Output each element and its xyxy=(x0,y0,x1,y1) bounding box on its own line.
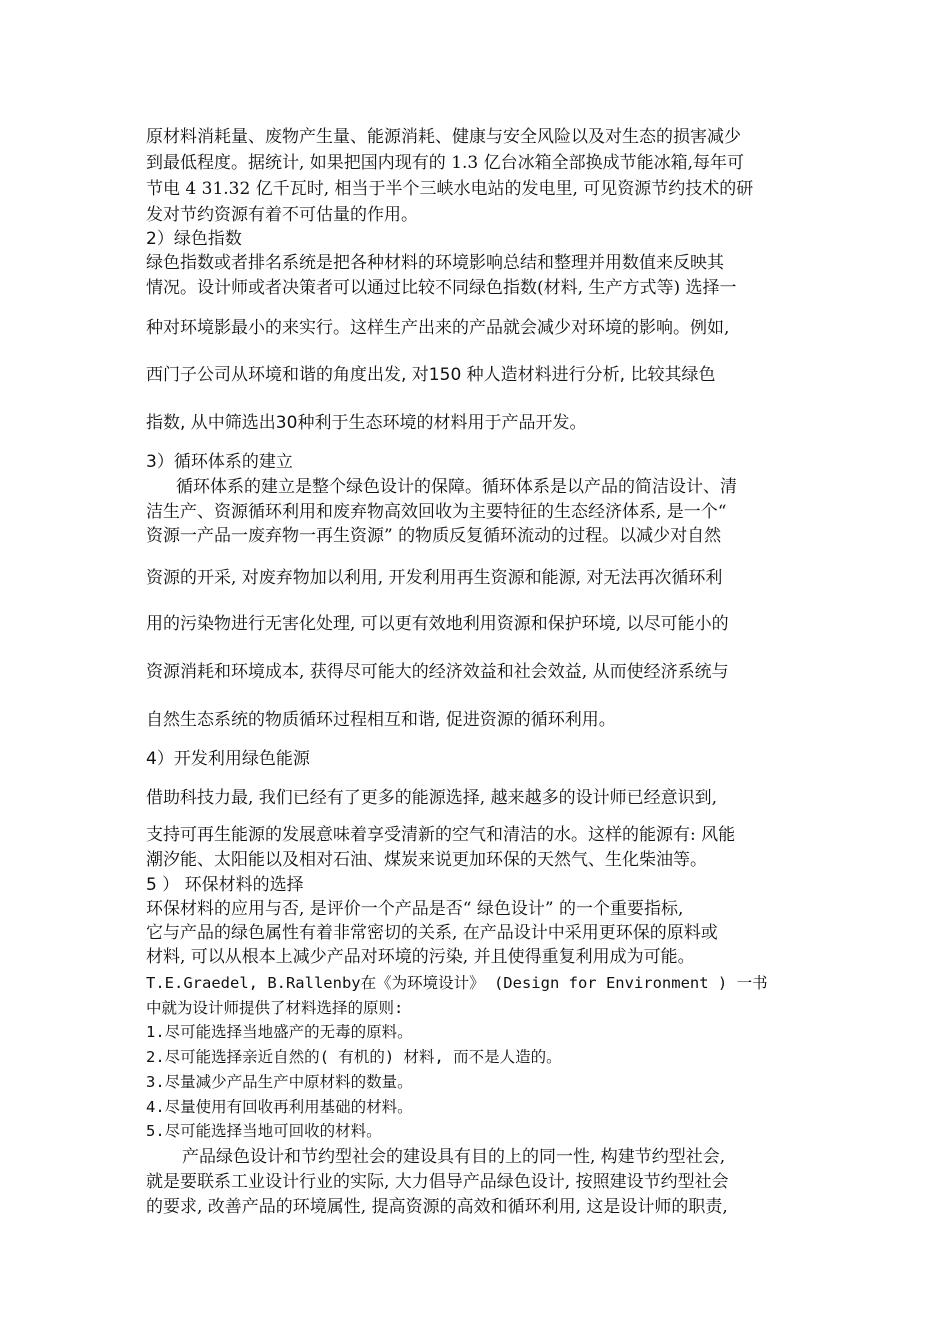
list-item: 1.尽可能选择当地盛产的无毒的原料。 xyxy=(146,1023,413,1041)
list-item: 5.尽可能选择当地可回收的材料。 xyxy=(146,1122,382,1140)
body-line: 资源一产品一废弃物一再生资源” 的物质反复循环流动的过程。以减少对自然 xyxy=(146,526,722,546)
body-line: 中就为设计师提供了材料选择的原则: xyxy=(146,999,404,1017)
body-line: 西门子公司从环境和谐的角度出发, 对150 种人造材料进行分析, 比较其绿色 xyxy=(146,365,716,385)
body-line: 它与产品的绿色属性有着非常密切的关系, 在产品设计中采用更环保的原料或 xyxy=(146,923,718,943)
list-item: 3.尽量减少产品生产中原材料的数量。 xyxy=(146,1073,413,1091)
body-line: 绿色指数或者排名系统是把各种材料的环境影响总结和整理并用数值来反映其 xyxy=(146,253,724,273)
body-line: 指数, 从中筛选出30种利于生态环境的材料用于产品开发。 xyxy=(146,413,587,433)
body-line: 产品绿色设计和节约型社会的建设具有目的上的同一性, 构建节约型社会, xyxy=(182,1147,726,1167)
list-item: 4.尽量使用有回收再利用基础的材料。 xyxy=(146,1098,413,1116)
section-heading: 2）绿色指数 xyxy=(146,229,242,249)
body-line: 借助科技力最, 我们已经有了更多的能源选择, 越来越多的设计师已经意识到, xyxy=(146,788,718,808)
body-line: 自然生态系统的物质循环过程相互和谐, 促进资源的循环利用。 xyxy=(146,710,616,730)
body-line: 循环体系的建立是整个绿色设计的保障。循环体系是以产品的简洁设计、清 xyxy=(176,477,737,497)
body-line: 潮汐能、太阳能以及相对石油、煤炭来说更加环保的天然气、生化柴油等。 xyxy=(146,850,707,870)
section-heading: 5 ） 环保材料的选择 xyxy=(146,875,304,895)
body-line: 节电 4 31.32 亿千瓦时, 相当于半个三峡水电站的发电里, 可见资源节约技术的研 xyxy=(146,179,754,199)
list-item: 2.尽可能选择亲近自然的( 有机的) 材料, 而不是人造的。 xyxy=(146,1048,562,1066)
body-line: 原材料消耗量、废物产生量、能源消耗、健康与安全风险以及对生态的损害减少 xyxy=(146,127,741,147)
body-line: 用的污染物进行无害化处理, 可以更有效地利用资源和保护环境, 以尽可能小的 xyxy=(146,614,729,634)
body-line: 洁生产、资源循环利用和废弃物高效回收为主要特征的生态经济体系, 是一个“ xyxy=(146,502,727,522)
body-line: 就是要联系工业设计行业的实际, 大力倡导产品绿色设计, 按照建设节约型社会 xyxy=(146,1172,729,1192)
section-heading: 3）循环体系的建立 xyxy=(146,452,293,472)
body-line: T.E.Graedel, B.Rallenby在《为环境设计》 (Design for Environment ) 一书 xyxy=(146,974,768,992)
body-line: 到最低程度。据统计, 如果把国内现有的 1.3 亿台冰箱全部换成节能冰箱,每年可 xyxy=(146,153,745,173)
body-line: 资源消耗和环境成本, 获得尽可能大的经济效益和社会效益, 从而使经济系统与 xyxy=(146,662,729,682)
body-line: 种对环境影最小的来实行。这样生产出来的产品就会减少对环境的影响。例如, xyxy=(146,318,730,338)
body-line: 环保材料的应用与否, 是评价一个产品是否“ 绿色设计” 的一个重要指标, xyxy=(146,899,684,919)
section-heading: 4）开发利用绿色能源 xyxy=(146,749,310,769)
body-line: 资源的开采, 对废弃物加以利用, 开发利用再生资源和能源, 对无法再次循环利 xyxy=(146,568,723,588)
body-line: 发对节约资源有着不可估量的作用。 xyxy=(146,205,418,225)
body-line: 的要求, 改善产品的环境属性, 提高资源的高效和循环利用, 这是设计师的职责, xyxy=(146,1197,728,1217)
body-line: 支持可再生能源的发展意味着享受清新的空气和清洁的水。这样的能源有: 风能 xyxy=(146,825,736,845)
body-line: 材料, 可以从根本上减少产品对环境的污染, 并且使得重复利用成为可能。 xyxy=(146,947,695,967)
body-line: 情况。设计师或者决策者可以通过比较不同绿色指数(材料, 生产方式等) 选择一 xyxy=(146,278,737,298)
